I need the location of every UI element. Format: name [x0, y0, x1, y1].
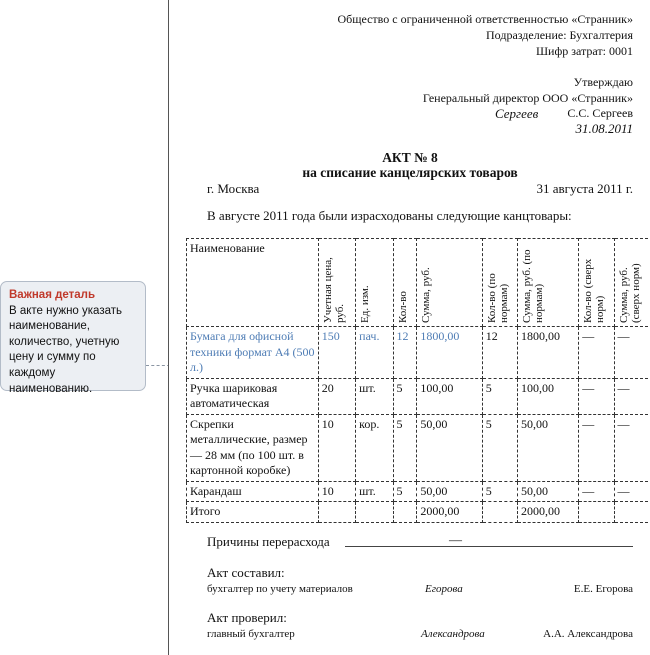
- cell: шт.: [356, 481, 393, 502]
- table-total-row: [187, 502, 650, 523]
- overspend-reason-label: Причины перерасхода: [207, 534, 330, 549]
- department: Подразделение: Бухгалтерия: [486, 28, 633, 42]
- cell: —: [614, 378, 650, 414]
- cell: —: [614, 481, 650, 502]
- cell: 5: [393, 481, 417, 502]
- cell: 5: [393, 378, 417, 414]
- table-row: [187, 414, 650, 481]
- company-name: Общество с ограниченной ответственностью «Странник»: [337, 12, 633, 26]
- cell: [318, 502, 355, 523]
- cell: [579, 502, 614, 523]
- cell: —: [579, 378, 614, 414]
- col-header-unit: Ед. изм.: [356, 239, 393, 327]
- col-header-name: Наименование: [187, 239, 319, 327]
- checked-position: главный бухгалтер: [207, 628, 295, 640]
- cell: —: [614, 327, 650, 379]
- cell: кор.: [356, 414, 393, 481]
- col-header-price: Учетная цена, руб.: [318, 239, 355, 327]
- table-header-row: [187, 239, 650, 327]
- checked-label: Акт проверил:: [207, 610, 287, 625]
- cell: [393, 502, 417, 523]
- cell: 10: [318, 414, 355, 481]
- cell: 2000,00: [518, 502, 579, 523]
- cell: шт.: [356, 378, 393, 414]
- cell: 100,00: [518, 378, 579, 414]
- cell: Скрепки металлические, размер — 28 мм (по 100 шт. в картонной коробке): [187, 414, 319, 481]
- approver-name: С.С. Сергеев: [567, 106, 633, 120]
- cell: 50,00: [417, 414, 482, 481]
- approve-label: Утверждаю: [573, 75, 633, 89]
- cell: Итого: [187, 502, 319, 523]
- table-row: [187, 327, 650, 379]
- cell: 5: [482, 378, 517, 414]
- checked-name: А.А. Александрова: [543, 628, 633, 640]
- cell: —: [579, 327, 614, 379]
- cell: 150: [318, 327, 355, 379]
- cell: 5: [482, 481, 517, 502]
- compiled-position: бухгалтер по учету материалов: [207, 583, 353, 595]
- callout-text: В акте нужно указать наименование, количество, учетную цену и сумму по каждому наименованию.: [9, 304, 122, 395]
- approver-position: Генеральный директор ООО «Странник»: [422, 91, 633, 105]
- cell: [614, 502, 650, 523]
- cell: [356, 502, 393, 523]
- compiled-name: Е.Е. Егорова: [573, 583, 633, 595]
- cell: пач.: [356, 327, 393, 379]
- act-intro: В августе 2011 года были израсходованы следующие канцтовары:: [207, 208, 572, 223]
- cell: 50,00: [518, 481, 579, 502]
- cell: 1800,00: [417, 327, 482, 379]
- col-header-sum-over: Сумма, руб. (сверх норм): [614, 239, 650, 327]
- cell: Бумага для офисной техники формат А4 (500 л.): [187, 327, 319, 379]
- overspend-reason-line: [345, 546, 633, 547]
- cell: Ручка шариковая автоматическая: [187, 378, 319, 414]
- col-header-sum: Сумма, руб.: [417, 239, 482, 327]
- cell: 10: [318, 481, 355, 502]
- col-header-qty: Кол-во: [393, 239, 417, 327]
- approver-signature: Сергеев: [495, 106, 539, 121]
- cell: 50,00: [518, 414, 579, 481]
- write-off-table: [186, 238, 650, 523]
- cell: —: [579, 414, 614, 481]
- callout-title: Важная деталь: [9, 289, 96, 301]
- cell: 1800,00: [518, 327, 579, 379]
- col-header-qty-over: Кол-во (сверх норм): [579, 239, 614, 327]
- col-header-sum-norm: Сумма, руб. (по нормам): [518, 239, 579, 327]
- act-title: АКТ № 8: [382, 150, 438, 165]
- act-city: г. Москва: [207, 181, 260, 196]
- compiled-label: Акт составил:: [207, 565, 285, 580]
- table-row: [187, 481, 650, 502]
- important-detail-callout: [0, 281, 146, 395]
- table-row: [187, 378, 650, 414]
- cell: Карандаш: [187, 481, 319, 502]
- col-header-qty-norm: Кол-во (по нормам): [482, 239, 517, 327]
- act-subtitle: на списание канцелярских товаров: [302, 165, 518, 180]
- act-date: 31 августа 2011 г.: [536, 181, 633, 196]
- approval-date: 31.08.2011: [575, 121, 633, 136]
- cell: 2000,00: [417, 502, 482, 523]
- cell: 5: [393, 414, 417, 481]
- cell: —: [579, 481, 614, 502]
- compiled-signature: Егорова: [425, 583, 463, 595]
- checked-signature: Александрова: [421, 628, 485, 640]
- cell: 20: [318, 378, 355, 414]
- cell: 5: [482, 414, 517, 481]
- overspend-reason-value: —: [449, 532, 462, 547]
- cost-code: Шифр затрат: 0001: [535, 44, 633, 58]
- cell: —: [614, 414, 650, 481]
- cell: 100,00: [417, 378, 482, 414]
- cell: 12: [393, 327, 417, 379]
- cell: [482, 502, 517, 523]
- cell: 12: [482, 327, 517, 379]
- cell: 50,00: [417, 481, 482, 502]
- document-page: [168, 0, 650, 655]
